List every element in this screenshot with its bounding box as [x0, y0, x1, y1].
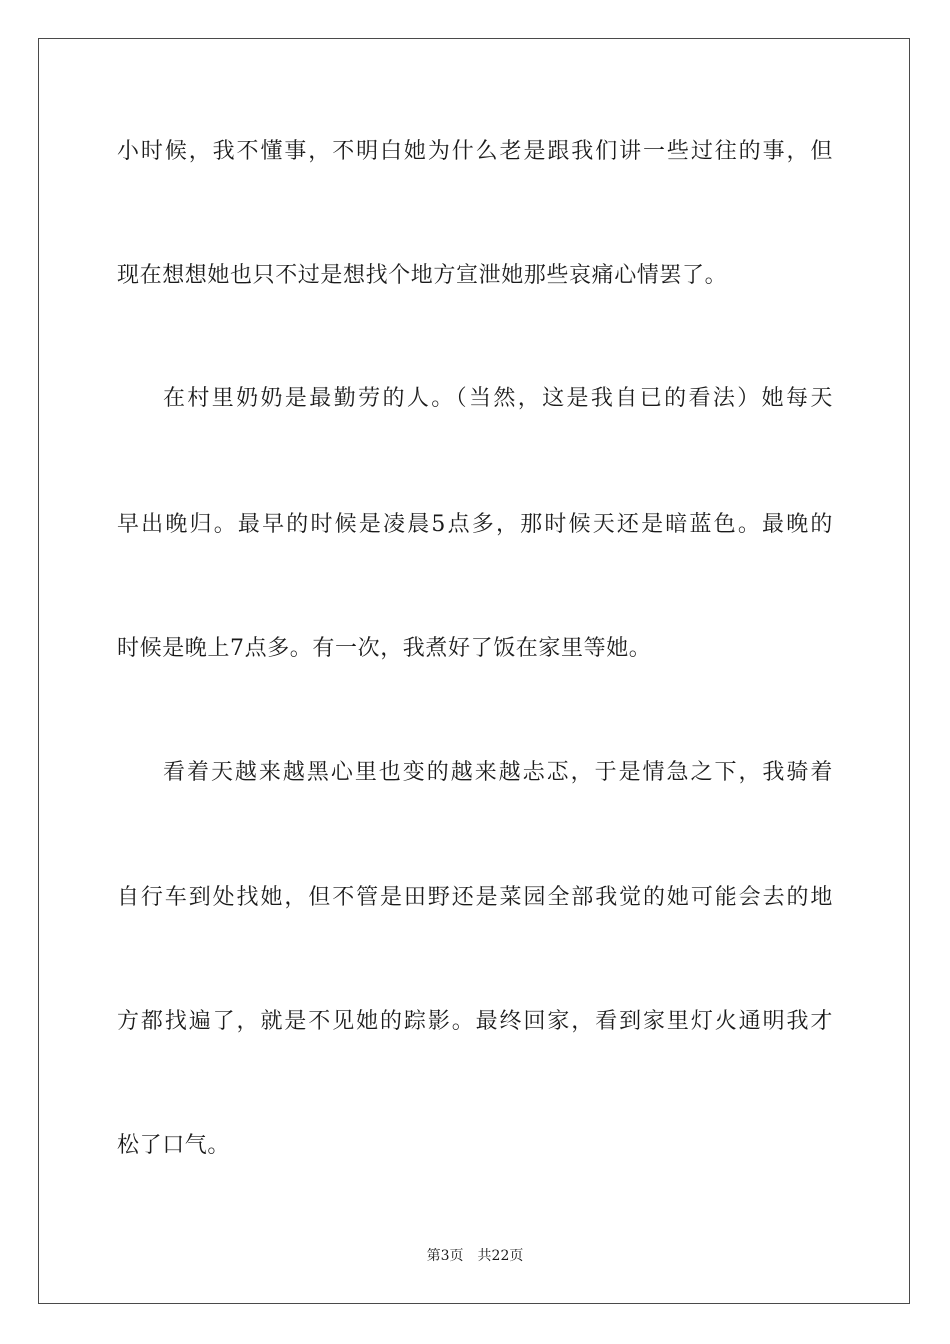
text-line: 时候是晚上7点多。有一次，我煮好了饭在家里等她。	[117, 636, 652, 661]
page-number: 第3页	[426, 1248, 464, 1264]
text-line: 小时候，我不懂事，不明白她为什么老是跟我们讲一些过往的事，但	[117, 139, 833, 164]
text-line: 松了口气。	[117, 1133, 231, 1158]
page-footer	[0, 1247, 950, 1265]
text-line: 在村里奶奶是最勤劳的人。（当然，这是我自已的看法）她每天	[163, 386, 833, 411]
text-line: 现在想想她也只不过是想找个地方宣泄她那些哀痛心情罢了。	[117, 263, 728, 288]
text-line: 早出晚归。最早的时候是凌晨5点多，那时候天还是暗蓝色。最晚的	[117, 512, 833, 537]
page-border	[38, 38, 910, 1304]
text-line: 看着天越来越黑心里也变的越来越忐忑，于是情急之下，我骑着	[163, 760, 833, 785]
text-line: 自行车到处找她，但不管是田野还是菜园全部我觉的她可能会去的地	[117, 885, 833, 910]
text-line: 方都找遍了，就是不见她的踪影。最终回家，看到家里灯火通明我才	[117, 1009, 833, 1034]
page-total: 共22页	[477, 1248, 524, 1264]
